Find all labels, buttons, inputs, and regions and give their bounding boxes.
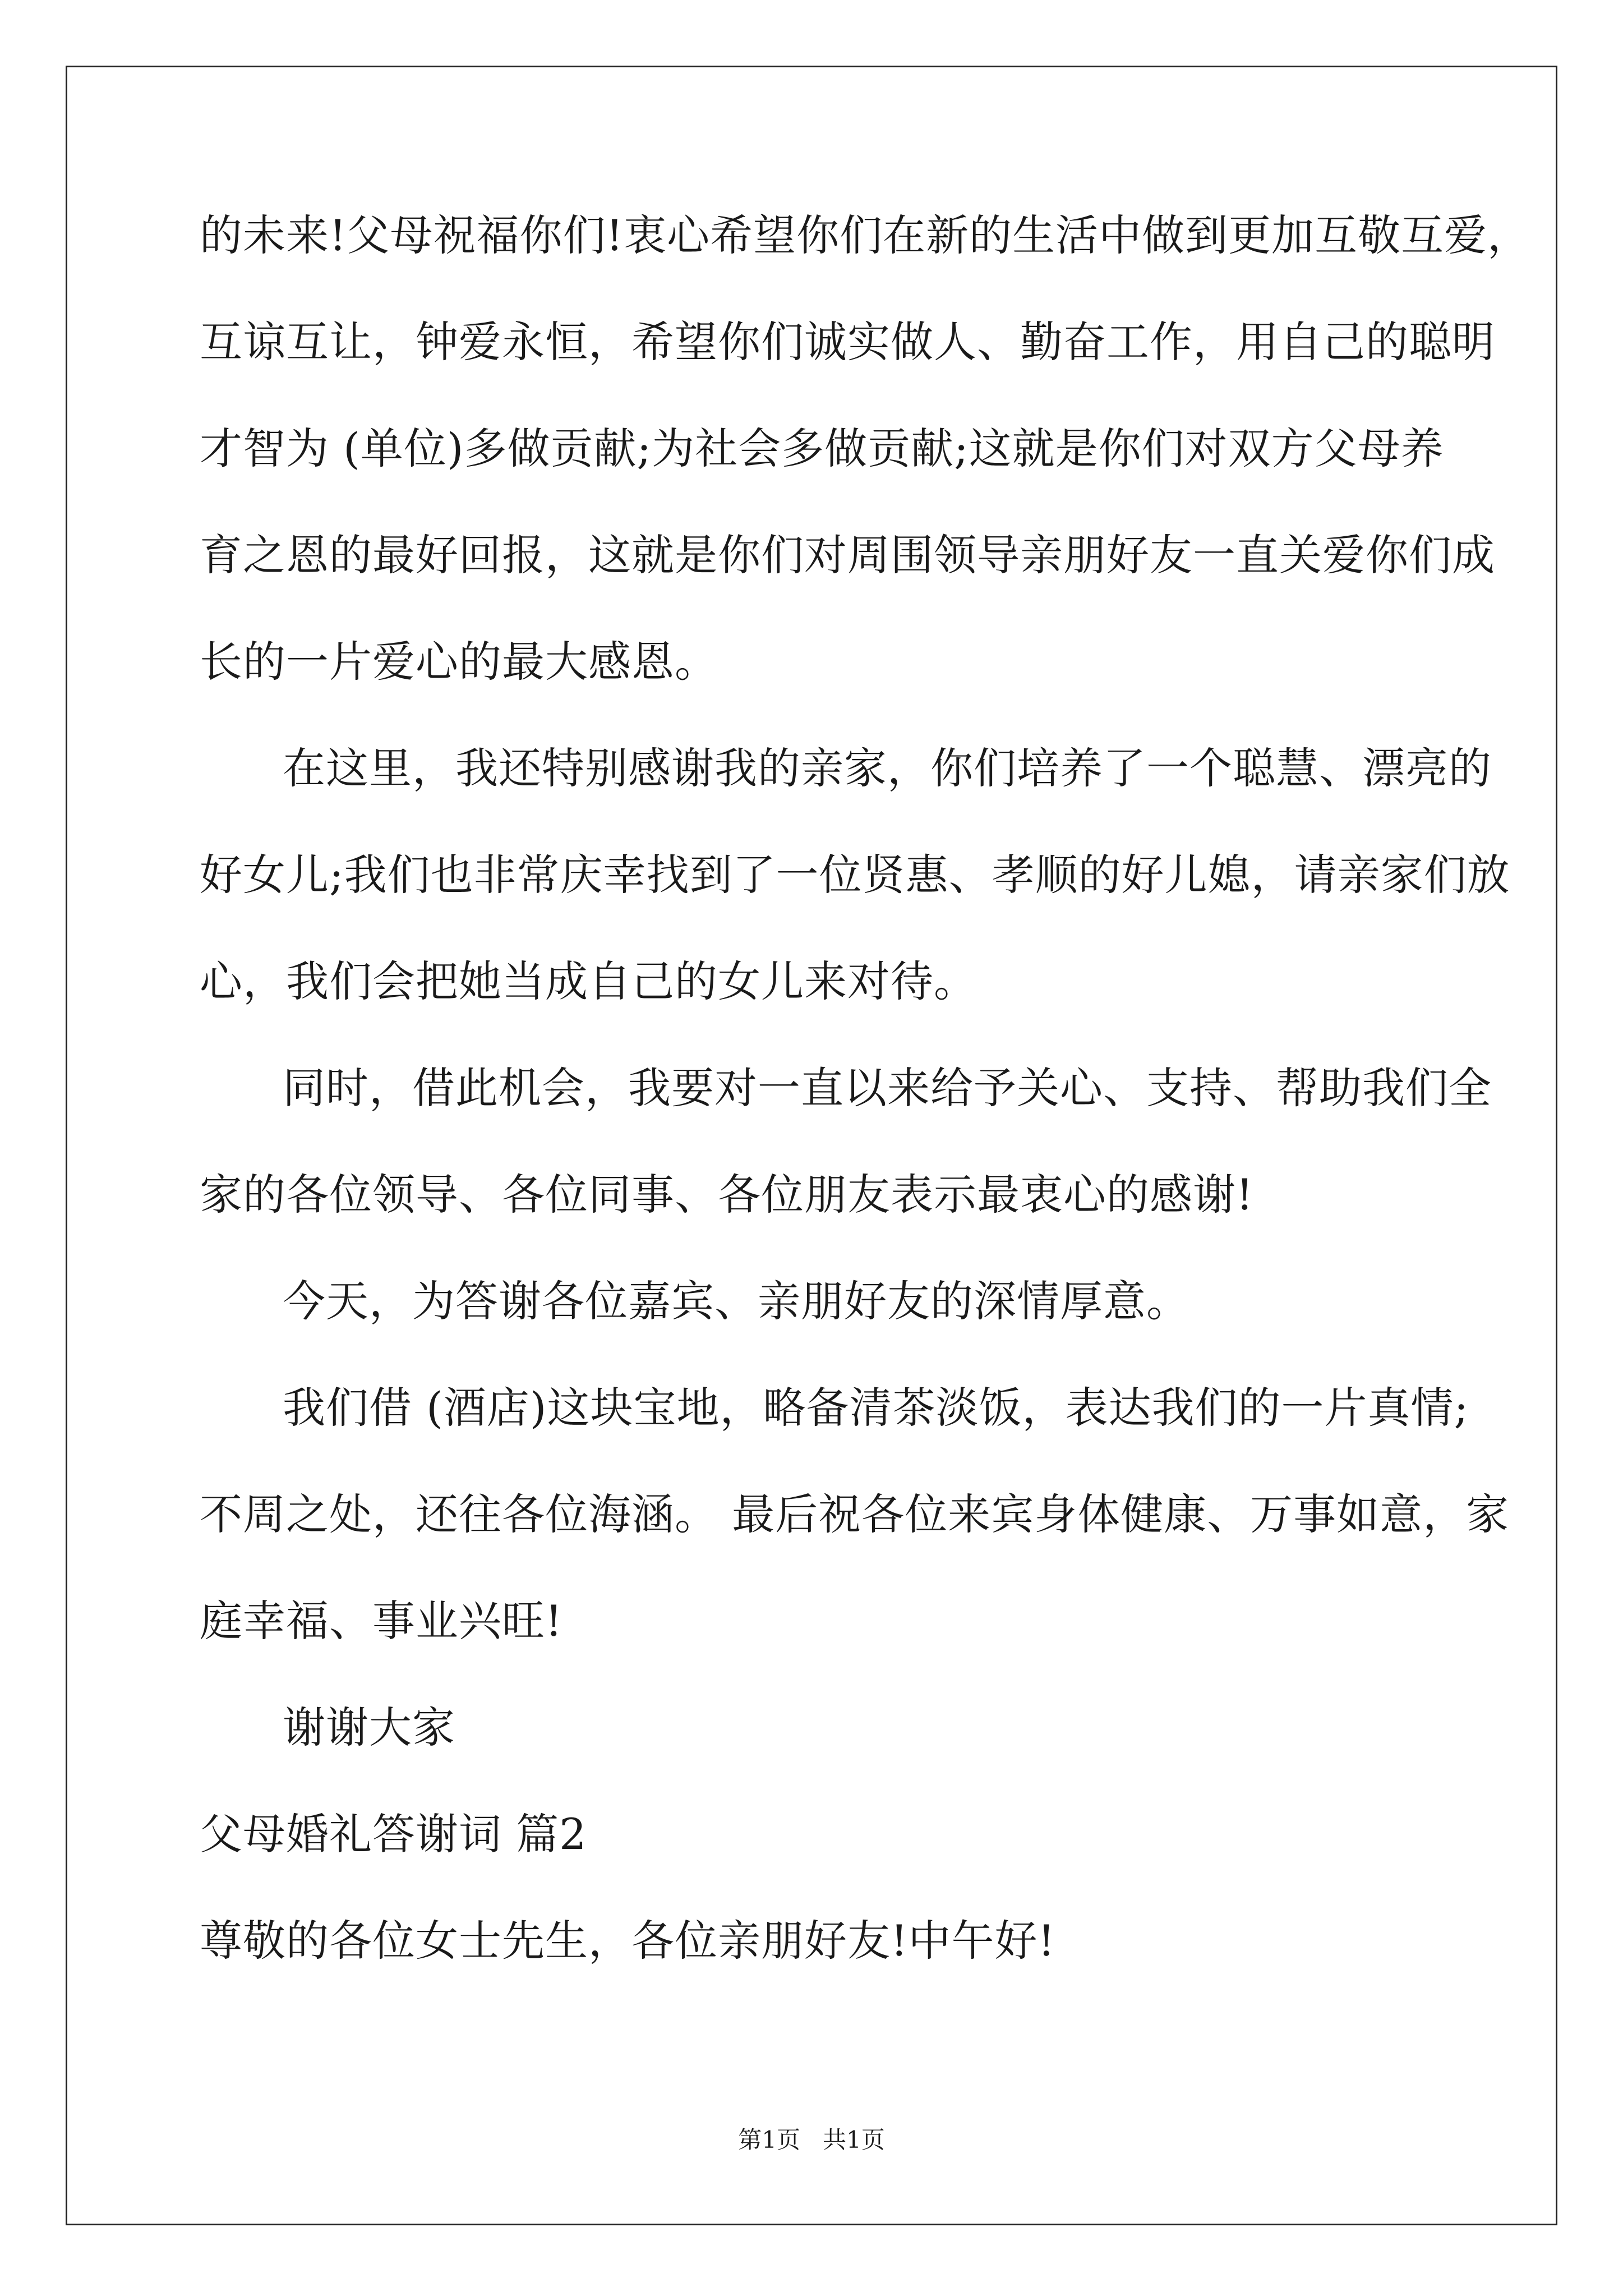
text-line: 尊敬的各位女士先生，各位亲朋好友!中午好! [200,1916,1056,1966]
section-heading: 父母婚礼答谢词 篇2 [200,1809,587,1859]
text-line: 育之恩的最好回报，这就是你们对周围领导亲朋好友一直关爱你们成 [200,530,1495,580]
text-line: 不周之处，还往各位海涵。 最后祝各位来宾身体健康、万事如意，家 [200,1489,1510,1539]
text-line: 长的一片爱心的最大感恩。 [200,637,718,687]
text-line: 庭幸福、事业兴旺! [200,1596,563,1646]
text-line: 家的各位领导、各位同事、各位朋友表示最衷心的感谢! [200,1170,1254,1220]
text-line: 今天，为答谢各位嘉宾、亲朋好友的深情厚意。 [283,1276,1189,1326]
text-line: 我们借 (酒店)这块宝地，略备清茶淡饭，表达我们的一片真情; [283,1383,1469,1433]
text-line: 谢谢大家 [283,1703,455,1752]
page-border [66,66,1557,2225]
text-line: 的未来!父母祝福你们!衷心希望你们在新的生活中做到更加互敬互爱， [200,210,1531,260]
text-line: 在这里，我还特别感谢我的亲家，你们培养了一个聪慧、漂亮的 [283,743,1492,793]
text-line: 同时，借此机会，我要对一直以来给予关心、支持、帮助我们全 [283,1063,1492,1113]
text-line: 好女儿;我们也非常庆幸找到了一位贤惠、孝顺的好儿媳，请亲家们放 [200,850,1510,900]
page-number: 第1页 共1页 [738,2126,885,2154]
page-footer [0,2123,1623,2157]
text-line: 才智为 (单位)多做贡献;为社会多做贡献;这就是你们对双方父母养 [200,424,1444,473]
text-line: 互谅互让，钟爱永恒，希望你们诚实做人、勤奋工作，用自己的聪明 [200,317,1495,367]
text-line: 心，我们会把她当成自己的女儿来对待。 [200,956,977,1006]
